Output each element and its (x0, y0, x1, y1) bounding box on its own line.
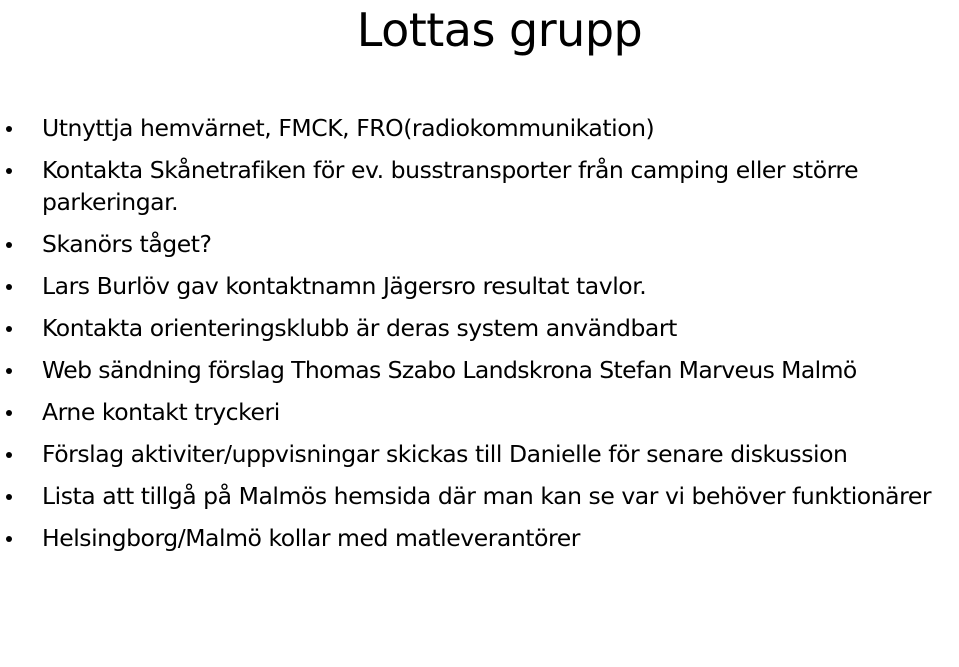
bullet-dot-icon (6, 168, 12, 174)
bullet-text: Arne kontakt tryckeri (42, 397, 280, 426)
bullet-item (0, 229, 959, 261)
bullet-list (0, 113, 959, 565)
bullet-text: Lars Burlöv gav kontaktnamn Jägersro resultat tavlor. (42, 271, 647, 300)
bullet-item (0, 481, 959, 513)
bullet-text: Kontakta orienteringsklubb är deras system användbart (42, 313, 677, 342)
slide-title: Lottas grupp (356, 3, 643, 57)
bullet-text: Förslag aktiviter/uppvisningar skickas till Danielle för senare diskussion (42, 439, 848, 468)
bullet-item (0, 313, 959, 345)
bullet-dot-icon (6, 326, 12, 332)
bullet-item (0, 155, 959, 218)
bullet-item (0, 113, 959, 145)
bullet-item (0, 523, 959, 555)
bullet-dot-icon (6, 284, 12, 290)
bullet-dot-icon (6, 242, 12, 248)
bullet-dot-icon (6, 368, 12, 374)
bullet-item (0, 397, 959, 429)
bullet-item (0, 271, 959, 303)
bullet-text: Skanörs tåget? (42, 229, 212, 258)
bullet-dot-icon (6, 536, 12, 542)
bullet-dot-icon (6, 126, 12, 132)
bullet-dot-icon (6, 452, 12, 458)
bullet-text: Kontakta Skånetrafiken för ev. busstransporter från camping eller större parkeringar. (42, 156, 859, 216)
bullet-text: Web sändning förslag Thomas Szabo Landskrona Stefan Marveus Malmö (42, 355, 857, 384)
bullet-text: Helsingborg/Malmö kollar med matleverantörer (42, 523, 580, 552)
bullet-item (0, 439, 959, 471)
bullet-dot-icon (6, 494, 12, 500)
bullet-item (0, 355, 959, 387)
bullet-text: Utnyttja hemvärnet, FMCK, FRO(radiokommunikation) (42, 114, 655, 142)
bullet-dot-icon (6, 410, 12, 416)
bullet-text: Lista att tillgå på Malmös hemsida där man kan se var vi behöver funktionärer (42, 481, 932, 510)
